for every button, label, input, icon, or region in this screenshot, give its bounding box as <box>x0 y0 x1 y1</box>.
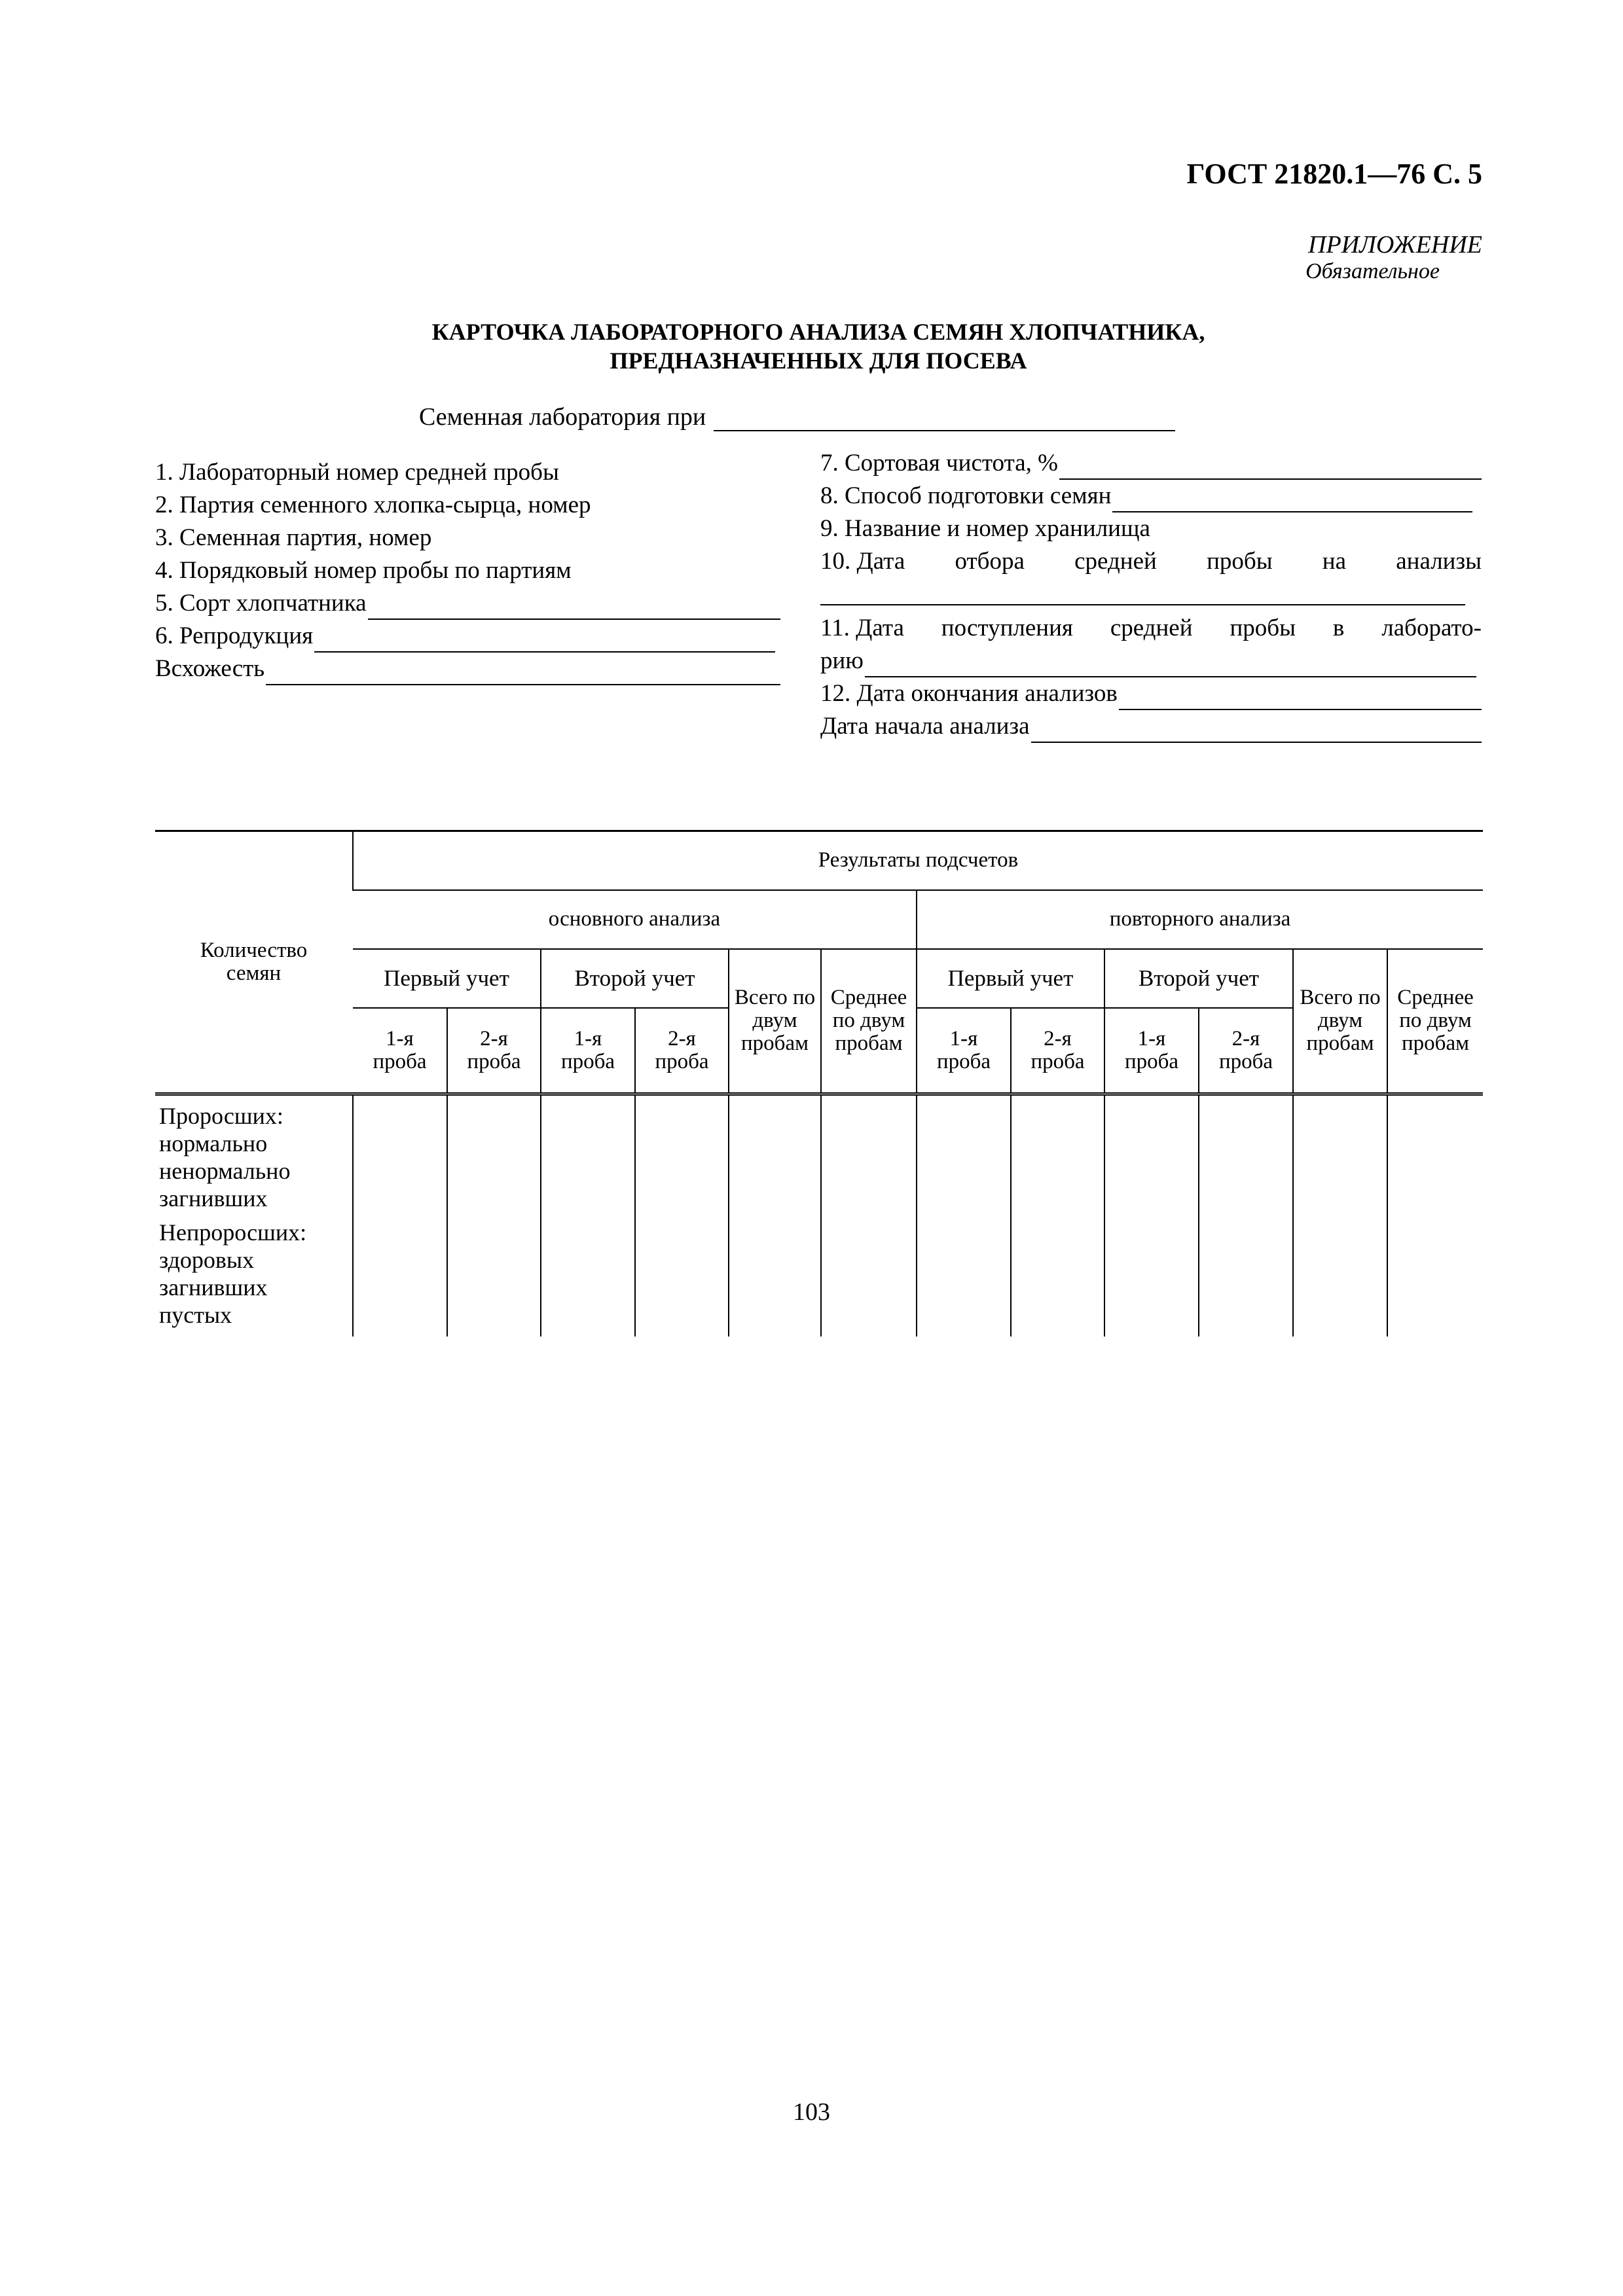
main-analysis-header: основного анализа <box>353 890 917 949</box>
total-header: Всего по двум пробам <box>729 949 821 1094</box>
data-cell[interactable] <box>541 1094 635 1219</box>
field-label-word: в <box>1332 615 1345 641</box>
data-cell[interactable] <box>635 1219 729 1336</box>
blank-field[interactable] <box>1059 452 1482 480</box>
field-label-word: 10. Дата <box>820 548 905 575</box>
sample-1-header: 1-я проба <box>353 1008 447 1094</box>
form-title-line-1: КАРТОЧКА ЛАБОРАТОРНОГО АНАЛИЗА СЕМЯН ХЛОПЧАТНИКА, <box>431 319 1205 345</box>
field-label: 3. Семенная партия, номер <box>155 524 432 551</box>
field-label-word: 11. Дата <box>820 615 904 641</box>
first-count-header: Первый учет <box>917 949 1104 1008</box>
field-label-word: лаборато- <box>1381 615 1482 641</box>
left-field-list <box>155 456 780 685</box>
unsprouted-row-label <box>155 1219 353 1336</box>
sample-2-header: 2-я проба <box>1199 1008 1293 1094</box>
field-row <box>155 653 780 685</box>
unsprouted-empty: пустых <box>159 1301 232 1328</box>
field-row <box>820 710 1482 743</box>
field-label: рию <box>820 647 864 674</box>
field-row <box>820 677 1482 710</box>
field-label-word: отбора <box>955 548 1025 575</box>
repeat-analysis-header: повторного анализа <box>917 890 1483 949</box>
field-label: 2. Партия семенного хлопка-сырца, номер <box>155 492 591 518</box>
field-row <box>155 456 780 489</box>
data-cell[interactable] <box>1293 1219 1387 1336</box>
form-title <box>154 317 1483 375</box>
blank-field[interactable] <box>1112 485 1472 512</box>
field-label: 4. Порядковый номер пробы по партиям <box>155 557 572 584</box>
unsprouted-rotten: загнивших <box>159 1274 268 1300</box>
data-cell[interactable] <box>1387 1094 1483 1219</box>
field-label-word: анализы <box>1396 548 1482 575</box>
data-cell[interactable] <box>635 1094 729 1219</box>
appendix-label: ПРИЛОЖЕНИЕ <box>1308 231 1482 259</box>
average-header: Среднее по двум пробам <box>821 949 917 1094</box>
total-header: Всего по двум пробам <box>1293 949 1387 1094</box>
sprouted-title: Проросших: <box>159 1103 283 1129</box>
sample-1-header: 1-я проба <box>917 1008 1011 1094</box>
field-row <box>820 612 1482 645</box>
row-header-seed-count: Количество семян <box>155 831 353 1094</box>
first-count-header: Первый учет <box>353 949 541 1008</box>
field-label-word: поступления <box>941 615 1073 641</box>
sprouted-abnormal: ненормально <box>159 1158 291 1184</box>
data-cell[interactable] <box>1293 1094 1387 1219</box>
blank-field[interactable] <box>1031 715 1482 743</box>
laboratory-line <box>419 403 1175 431</box>
field-label: 8. Способ подготовки семян <box>820 482 1112 509</box>
field-row <box>820 545 1482 578</box>
data-cell[interactable] <box>1011 1219 1104 1336</box>
document-code: ГОСТ 21820.1—76 С. 5 <box>1186 158 1482 190</box>
data-cell[interactable] <box>353 1219 447 1336</box>
unsprouted-title: Непроросших: <box>159 1219 307 1246</box>
field-label: 5. Сорт хлопчатника <box>155 590 367 617</box>
field-label-word: средней <box>1110 615 1193 641</box>
blank-field[interactable] <box>1119 683 1482 710</box>
field-label: Дата начала анализа <box>820 713 1030 740</box>
sample-1-header: 1-я проба <box>541 1008 635 1094</box>
average-header: Среднее по двум пробам <box>1387 949 1483 1094</box>
sprouted-row-label <box>155 1094 353 1219</box>
laboratory-blank-field[interactable] <box>714 406 1175 431</box>
data-cell[interactable] <box>1199 1094 1293 1219</box>
field-row <box>820 512 1482 545</box>
field-row <box>155 554 780 587</box>
data-cell[interactable] <box>447 1219 541 1336</box>
data-cell[interactable] <box>1104 1219 1199 1336</box>
data-cell[interactable] <box>541 1219 635 1336</box>
field-label: Всхожесть <box>155 655 265 682</box>
field-label: 7. Сортовая чистота, % <box>820 450 1058 476</box>
data-cell[interactable] <box>917 1094 1011 1219</box>
field-row <box>155 587 780 620</box>
field-label: 6. Репродукция <box>155 622 314 649</box>
sprouted-normal: нормально <box>159 1130 268 1157</box>
field-label-word: пробы <box>1230 615 1296 641</box>
field-row <box>155 620 780 653</box>
data-cell[interactable] <box>447 1094 541 1219</box>
right-field-list <box>820 447 1482 743</box>
unsprouted-healthy: здоровых <box>159 1246 255 1273</box>
field-label: 9. Название и номер хранилища <box>820 515 1150 542</box>
page-number: 103 <box>793 2098 830 2126</box>
sample-2-header: 2-я проба <box>447 1008 541 1094</box>
data-cell[interactable] <box>1104 1094 1199 1219</box>
data-cell[interactable] <box>729 1219 821 1336</box>
data-cell[interactable] <box>353 1094 447 1219</box>
field-label: 12. Дата окончания анализов <box>820 680 1118 707</box>
blank-field[interactable] <box>266 658 780 685</box>
results-table <box>155 830 1483 1336</box>
field-label-word: на <box>1322 548 1347 575</box>
data-cell[interactable] <box>917 1219 1011 1336</box>
field-label-word: пробы <box>1207 548 1273 575</box>
sample-1-header: 1-я проба <box>1104 1008 1199 1094</box>
field-row <box>820 480 1482 512</box>
laboratory-label: Семенная лаборатория при <box>419 403 706 431</box>
field-row <box>155 522 780 554</box>
form-title-line-2: ПРЕДНАЗНАЧЕННЫХ ДЛЯ ПОСЕВА <box>610 348 1027 374</box>
blank-field[interactable] <box>368 592 780 620</box>
data-cell[interactable] <box>821 1219 917 1336</box>
data-cell[interactable] <box>729 1094 821 1219</box>
blank-field[interactable] <box>820 578 1465 605</box>
data-cell[interactable] <box>1387 1219 1483 1336</box>
sample-2-header: 2-я проба <box>1011 1008 1104 1094</box>
blank-field[interactable] <box>865 650 1476 677</box>
data-cell[interactable] <box>1011 1094 1104 1219</box>
second-count-header: Второй учет <box>1104 949 1293 1008</box>
sample-2-header: 2-я проба <box>635 1008 729 1094</box>
results-header: Результаты подсчетов <box>353 831 1483 890</box>
sprouted-rotten: загнивших <box>159 1185 268 1211</box>
data-cell[interactable] <box>821 1094 917 1219</box>
field-row <box>820 645 1482 677</box>
field-label: 1. Лабораторный номер средней пробы <box>155 459 559 486</box>
second-count-header: Второй учет <box>541 949 729 1008</box>
field-label-word: средней <box>1074 548 1157 575</box>
blank-field[interactable] <box>314 625 775 653</box>
appendix-status: Обязательное <box>1305 259 1440 283</box>
field-row <box>155 489 780 522</box>
data-cell[interactable] <box>1199 1219 1293 1336</box>
field-row <box>820 447 1482 480</box>
